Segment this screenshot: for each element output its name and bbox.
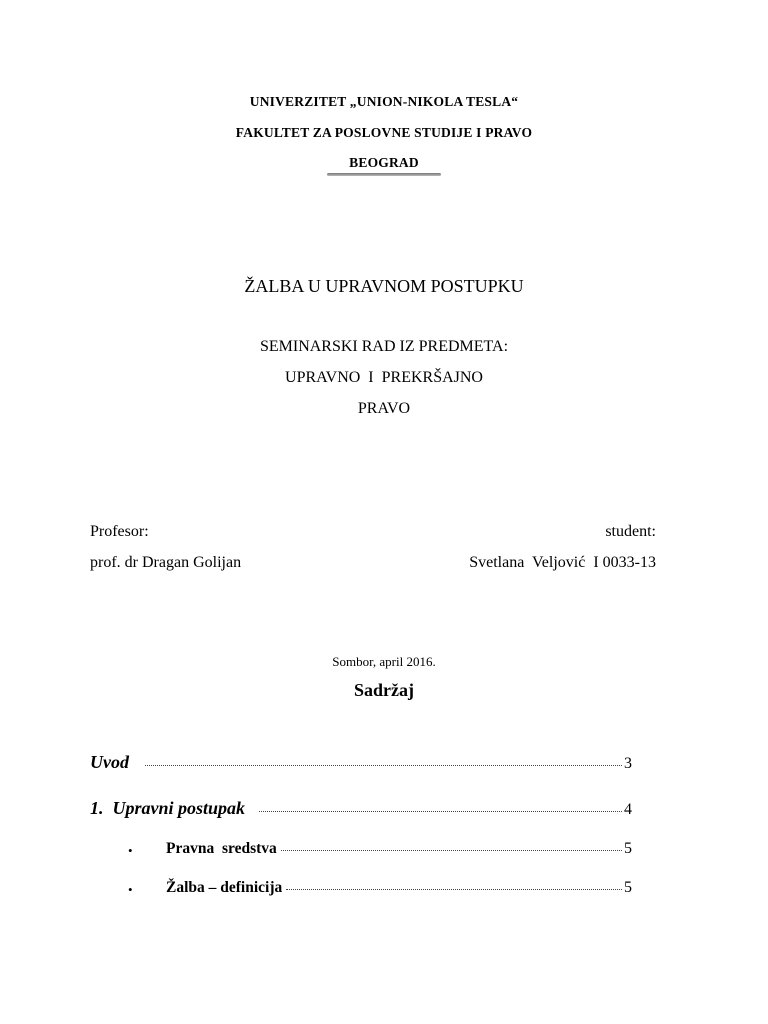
- toc-entry-label: Uvod: [90, 752, 129, 772]
- subtitle-line-1: SEMINARSKI RAD IZ PREDMETA:: [259, 338, 509, 355]
- document-title: ŽALBA U UPRAVNOM POSTUPKU: [244, 276, 524, 296]
- toc-entry-label: Pravna sredstva: [166, 840, 277, 857]
- city-wrap: [327, 155, 441, 175]
- toc-entry-uvod[interactable]: [90, 752, 632, 773]
- toc-leader: [145, 765, 622, 766]
- student-label: student:: [605, 523, 656, 540]
- toc-leader: [259, 811, 622, 812]
- city-name: BEOGRAD: [349, 155, 419, 170]
- toc-entry-upravni-postupak[interactable]: [90, 798, 632, 819]
- toc-entry-label: Žalba – definicija: [166, 879, 283, 896]
- toc-leader: [281, 850, 622, 851]
- bullet-icon: •: [128, 882, 133, 897]
- city-underline: [327, 173, 441, 176]
- professor-label: Profesor:: [90, 523, 149, 540]
- city-block: [0, 155, 768, 175]
- subtitle-line-2: UPRAVNO I PREKRŠAJNO: [285, 369, 483, 386]
- place-date: Sombor, april 2016.: [332, 654, 436, 669]
- toc-leader: [286, 889, 622, 890]
- bullet-icon: •: [128, 843, 133, 858]
- toc-title: Sadržaj: [354, 680, 414, 700]
- university-name: UNIVERZITET „UNION-NIKOLA TESLA“: [249, 94, 519, 109]
- toc-entry-label: 1. Upravni postupak: [90, 798, 246, 818]
- professor-name: prof. dr Dragan Golijan: [90, 554, 242, 571]
- student-name: Svetlana Veljović I 0033-13: [469, 554, 656, 571]
- toc-page-number: 5: [624, 840, 632, 857]
- faculty-name: FAKULTET ZA POSLOVNE STUDIJE I PRAVO: [235, 125, 533, 140]
- toc-page-number: 3: [624, 755, 632, 772]
- toc-entry-zalba-definicija[interactable]: [166, 879, 632, 897]
- subtitle-line-3: PRAVO: [357, 400, 411, 417]
- toc-page-number: 5: [624, 879, 632, 896]
- toc-entry-pravna-sredstva[interactable]: [166, 840, 632, 858]
- toc-page-number: 4: [624, 801, 632, 818]
